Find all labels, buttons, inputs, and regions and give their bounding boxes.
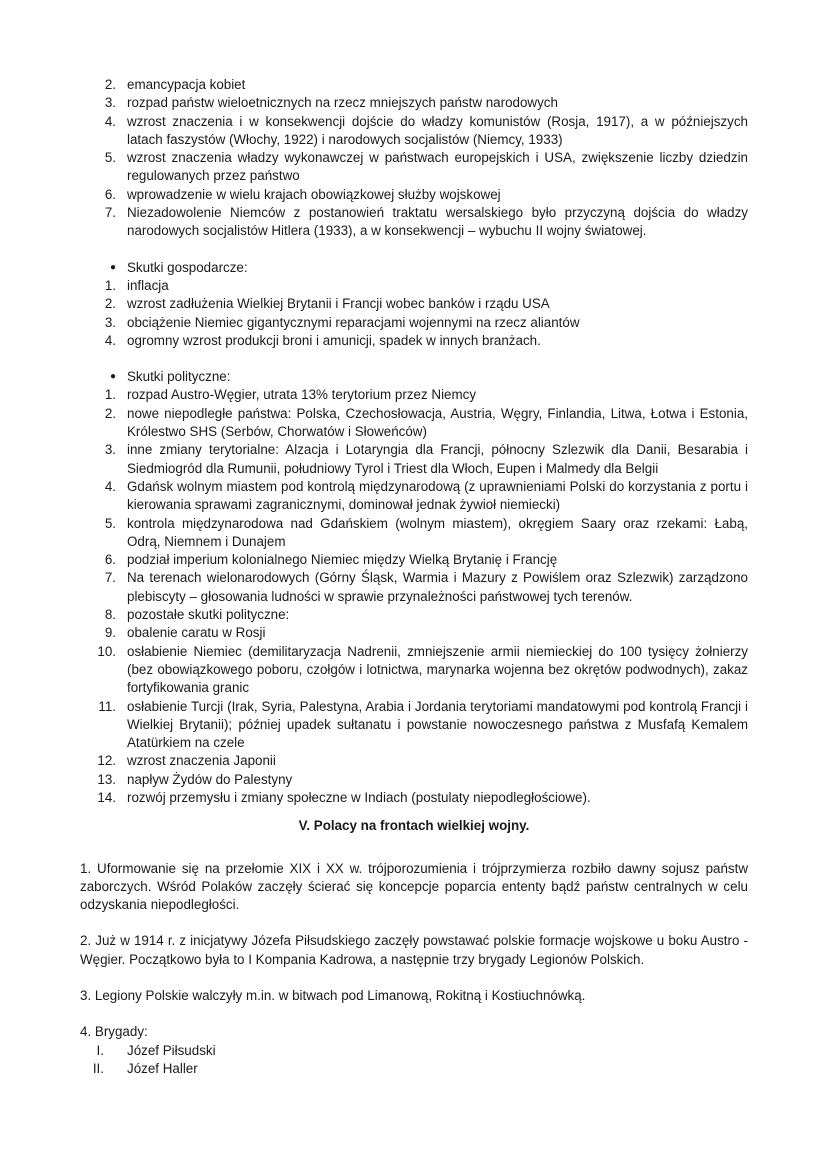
item-text: Józef Piłsudski: [127, 1042, 216, 1058]
document-page: [80, 76, 748, 1078]
item-text: osłabienie Niemiec (demilitaryzacja Nadrenii, zmniejszenie armii niemieckiej do 100 tysięcy żołnierzy (bez obowiązkowego poboru, czołgów i lotnictwa, marynarka wojenna bez okrętów podwodnych), zakaz fortyfikowania granic: [127, 643, 748, 696]
item-number: 14.: [97, 789, 116, 805]
political-heading: [80, 368, 748, 386]
list-item: [80, 441, 748, 478]
item-text: rozpad Austro-Węgier, utrata 13% terytorium przez Niemcy: [127, 387, 477, 403]
paragraph-1: 1. Uformowanie się na przełomie XIX i XX w. trójporozumienia i trójprzymierza rozbiło dawny sojusz państw zaborczych. Wśród Polaków zaczęły ścierać się koncepcje poparcia ententy bądź państw centralnych w celu odzyskania niepodległości.: [80, 860, 748, 913]
item-text: wzrost znaczenia Japonii: [127, 753, 276, 769]
brigades-list: [80, 1042, 748, 1079]
brigades-label: 4. Brygady:: [80, 1024, 148, 1040]
item-number: 11.: [98, 698, 116, 714]
item-number: 4.: [104, 478, 116, 494]
item-text: obalenie caratu w Rosji: [127, 625, 266, 641]
item-text: Gdańsk wolnym miastem pod kontrolą międzynarodową (z uprawnieniami Polski do korzystania z portu i kierowania sprawami zagranicznymi, dominował jednak żywioł niemiecki): [127, 478, 748, 513]
item-number: 3.: [104, 442, 116, 458]
item-text: wzrost znaczenia władzy wykonawczej w państwach europejskich i USA, zwiększenie liczby dziedzin regulowanych przez państwo: [127, 150, 748, 184]
item-number: 7.: [104, 570, 116, 586]
item-text: pozostałe skutki polityczne:: [127, 607, 290, 623]
economic-heading: [80, 259, 748, 277]
list-item: [80, 643, 748, 698]
list-item: [80, 478, 748, 515]
list-item: [80, 295, 748, 313]
list-item: [80, 149, 748, 186]
item-number: 2.: [104, 296, 116, 312]
item-number: 10.: [97, 643, 116, 659]
item-text: inflacja: [127, 277, 169, 293]
political-effects-list: [80, 368, 748, 807]
item-number: 5.: [104, 150, 116, 166]
item-number: 2.: [104, 77, 116, 92]
item-number: 6.: [104, 552, 116, 568]
list-item: [80, 569, 748, 606]
item-text: obciążenie Niemiec gigantycznymi reparacjami wojennymi na rzecz aliantów: [127, 314, 580, 330]
paragraph-2: 2. Już w 1914 r. z inicjatywy Józefa Piłsudskiego zaczęły powstawać polskie formacje wojskowe u boku Austro -Węgier. Początkowo była to I Kompania Kadrowa, a następnie trzy brygady Legionów Polskich.: [80, 933, 748, 967]
item-number: 7.: [104, 205, 116, 221]
list-item: [80, 515, 748, 552]
list-item: [80, 606, 748, 624]
list-item: [80, 332, 748, 350]
item-text: rozwój przemysłu i zmiany społeczne w Indiach (postulaty niepodległościowe).: [127, 789, 591, 805]
bullet-icon: ●: [109, 371, 116, 383]
item-text: emancypacja kobiet: [127, 77, 246, 92]
item-text: inne zmiany terytorialne: Alzacja i Lotaryngia dla Francji, północny Szlezwik dla Danii, Besarabia i Siedmiogród dla Rumunii, południowy Tyrol i Triest dla Włoch, Eupen i Malmedy dla Belgii: [127, 442, 748, 476]
item-text: kontrola międzynarodowa nad Gdańskiem (wolnym miastem), okręgiem Saary oraz rzekami: Łabą, Odrą, Niemnem i Dunajem: [127, 515, 748, 549]
item-text: nowe niepodległe państwa: Polska, Czechosłowacja, Austria, Węgry, Finlandia, Litwa, Łotwa i Estonia, Królestwo SHS (Serbów, Chorwatów i Słoweńców): [127, 405, 748, 440]
list-item: [80, 94, 748, 112]
item-number: 1.: [104, 387, 116, 403]
item-number: 2.: [104, 405, 116, 421]
item-number: 3.: [104, 314, 116, 330]
list-item: [80, 752, 748, 770]
item-number: 12.: [97, 753, 116, 769]
item-number: 13.: [97, 771, 116, 787]
bullet-icon: ●: [109, 261, 116, 273]
list-item: [80, 204, 748, 241]
item-text: Niezadowolenie Niemców z postanowień traktatu wersalskiego było przyczyną dojścia do władzy narodowych socjalistów Hitlera (1933), a w konsekwencji – wybuchu II wojny światowej.: [127, 205, 748, 239]
list-item: [80, 113, 748, 150]
item-text: Józef Haller: [127, 1060, 198, 1076]
item-number: 6.: [104, 186, 116, 202]
item-number: II.: [92, 1060, 104, 1076]
list-item: [80, 405, 748, 442]
item-text: rozpad państw wieloetnicznych na rzecz mniejszych państw narodowych: [127, 95, 558, 111]
item-text: ogromny wzrost produkcji broni i amunicji, spadek w innych branżach.: [127, 332, 541, 348]
heading-text: Skutki gospodarcze:: [127, 259, 248, 275]
list-item: [80, 551, 748, 569]
list-item: [80, 624, 748, 642]
item-text: osłabienie Turcji (Irak, Syria, Palestyna, Arabia i Jordania terytoriami mandatowymi pod kontrolą Francji i Wielkiej Brytanii); później upadek sułtanatu i powstanie nowoczesnego państwa z Musfafą Kemalem Atatürkiem na czele: [127, 698, 748, 751]
item-number: 4.: [104, 113, 116, 129]
item-number: 5.: [104, 515, 116, 531]
item-text: Na terenach wielonarodowych (Górny Śląsk, Warmia i Mazury z Powiślem oraz Szlezwik) zarządzono plebiscyty – głosowania ludności w sprawie przynależności państwowej tych terenów.: [127, 570, 748, 604]
item-text: wzrost znaczenia i w konsekwencji dojście do władzy komunistów (Rosja, 1917), a w późniejszych latach faszystów (Włochy, 1922) i narodowych socjalistów (Niemcy, 1933): [127, 113, 748, 147]
list-item: [80, 277, 748, 295]
item-number: 8.: [104, 607, 116, 623]
list-item: [80, 386, 748, 404]
list-item: [80, 1060, 748, 1078]
item-number: 1.: [104, 277, 116, 293]
item-text: napływ Żydów do Palestyny: [127, 771, 293, 787]
heading-text: Skutki polityczne:: [127, 369, 231, 385]
economic-effects-list: [80, 259, 748, 350]
item-text: wprowadzenie w wielu krajach obowiązkowej służby wojskowej: [127, 186, 501, 202]
list-item: [80, 771, 748, 789]
item-number: 4.: [104, 332, 116, 348]
list-item: [80, 186, 748, 204]
item-text: podział imperium kolonialnego Niemiec między Wielką Brytanię i Francję: [127, 552, 558, 568]
paragraph-3: 3. Legiony Polskie walczyły m.in. w bitwach pod Limanową, Rokitną i Kostiuchnówką.: [80, 988, 586, 1004]
section-title: V. Polacy na frontach wielkiej wojny.: [298, 818, 530, 834]
list-item: [80, 698, 748, 753]
item-number: I.: [96, 1042, 104, 1058]
list-item: [80, 76, 748, 94]
consequences-list-continued: [80, 76, 748, 241]
item-number: 9.: [104, 625, 116, 641]
list-item: [80, 314, 748, 332]
item-number: 3.: [104, 95, 116, 111]
list-item: [80, 1042, 748, 1060]
item-text: wzrost zadłużenia Wielkiej Brytanii i Francji wobec banków i rządu USA: [127, 296, 550, 312]
list-item: [80, 789, 748, 807]
